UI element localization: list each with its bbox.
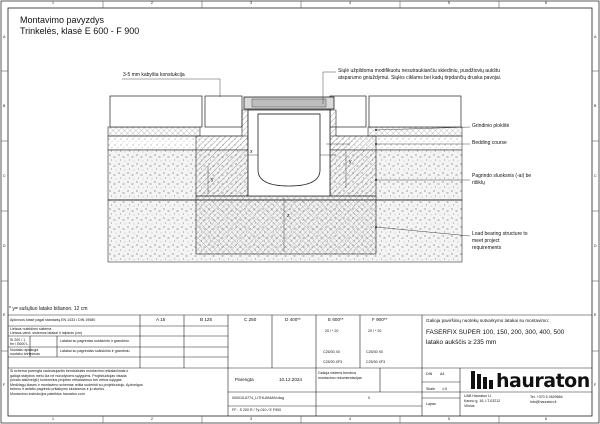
channel-height: latako aukščis ≥ 235 mm	[426, 339, 497, 346]
frame-row-label: A	[3, 35, 6, 39]
prepared-label: Parengta	[235, 377, 254, 382]
foundation-block	[196, 196, 376, 254]
frame-col-label: 5	[448, 417, 450, 421]
drawing-number: 000015-6774_LITHUANIAN.dwg	[232, 396, 285, 400]
row3-text: Latakai su pagrindas sušiskintu ir grandiniu	[60, 339, 129, 343]
frame-row-label: F	[3, 383, 6, 387]
channel-invert	[258, 114, 320, 186]
frame-row-label: F	[594, 383, 597, 387]
class-b125: B 125	[200, 317, 213, 322]
callout-structure-line1: Load bearing structure to	[472, 231, 528, 237]
row3-b: fm / E600 L	[10, 342, 29, 346]
frame-col-label: 6	[545, 417, 547, 421]
scale-value: 1:5	[442, 387, 447, 391]
hauraton-logo-icon	[471, 371, 493, 389]
product-range: FASERFIX SUPER 100, 150, 200, 300, 400, 500	[426, 329, 565, 336]
disclaimer-line: Montavimo instrukcijos pateiktos hauraton.com	[10, 391, 85, 396]
callout-bedding: Bedding course	[472, 140, 507, 146]
frame-row-label: D	[594, 244, 597, 248]
callout-structure-line3: requirements	[472, 245, 502, 251]
frame-row-label: B	[594, 104, 597, 108]
row3-a: Si 200 / 1	[10, 338, 26, 342]
disclaimer-line: Medžiagų klases ir montavimo schemas reikia suderinti su projektuotoju. Apžvelgus	[10, 382, 143, 387]
frame-col-label: 1	[52, 417, 54, 421]
frame-col-label: 2	[151, 417, 153, 421]
dim-z: z	[287, 213, 290, 219]
mid-text-line1: Galioja visiems bendrus	[318, 371, 357, 375]
pavement-right	[368, 127, 462, 136]
callout-base-line1: Pagrindo sluoksnis (-ai) be	[472, 173, 532, 179]
frame-col-label: 6	[545, 1, 547, 5]
class-a15: A 15	[156, 317, 166, 322]
product-code: FF - S 200 R / Ty-010 / E F900	[232, 408, 282, 412]
address-line: Kauno g. 16, LT-03212	[464, 399, 501, 403]
load-class-label: Apkrovos klasė pagal standartą EN 1433 / DIN 19580	[10, 318, 96, 322]
class-d400: D 400**	[285, 317, 301, 322]
paver-left-1	[110, 96, 202, 127]
row2-label: Lietaus nuleidimo sistema	[10, 327, 52, 331]
disclaimer-line: privalo atsižvelgti į konkrečius projekto reikalavimus bei vietos sąlygas.	[10, 378, 123, 382]
frame-col-label: 3	[250, 1, 252, 5]
class-e600: E 600**	[328, 317, 344, 322]
frame-row-label: C	[594, 174, 597, 178]
email: info@hauraton.lt	[530, 400, 557, 404]
row4-val-f900: C25/30 XF3	[366, 360, 386, 364]
class-c250: C 250	[244, 317, 257, 322]
mid-text-line2: montavimo rekomendacijas	[318, 376, 362, 380]
paver-right-2	[369, 96, 461, 127]
frame-row-label: B	[3, 104, 6, 108]
row2-val-e600: 20 / * 20	[325, 329, 339, 333]
row3-val-e600: C25/30 X0	[323, 350, 340, 354]
address-line: Vilnius	[464, 404, 475, 408]
date: 10.12.2024	[279, 377, 302, 382]
frame-row-label: D	[3, 244, 6, 248]
row2-sub: Lietaus vand. sistemos latakai ir laipsnis (cm)	[10, 331, 83, 335]
disclaimer-line: betono ir asfalto pagrindo pritaikymo sluoksnius ir ju storius.	[10, 387, 106, 391]
row4-text: Latakai su pagrindais sušiskintu ir grandiniu	[60, 349, 130, 353]
din-label: DIN	[426, 372, 433, 376]
frame-col-label: 3	[250, 417, 252, 421]
dim-y: y	[211, 177, 214, 183]
frame-row-label: A	[594, 35, 597, 39]
dim-y-right: y	[349, 159, 352, 165]
disclaimer-line: Si schema parengta vadovaujantis bendraisiais montavimo reikalavimais ir	[10, 369, 129, 373]
frame-col-label: 5	[448, 1, 450, 5]
class-f900: F 900**	[372, 317, 388, 322]
frame-col-label: 4	[349, 417, 351, 421]
revision: 0	[368, 396, 370, 400]
disclaimer-line: galioja statybos metu čia nė nurodytoms sąlygoms. Projektuotojas visada	[10, 373, 127, 378]
brand-name: hauraton	[496, 370, 590, 392]
frame-col-label: 4	[349, 1, 351, 5]
scale-label: Skalė	[426, 387, 435, 391]
footnote: * y= sušųliuo latako bišanon. 12 cm	[9, 306, 88, 312]
frame-row-label: E	[3, 313, 6, 317]
row4-a: Nuotaku apsauga	[10, 348, 39, 352]
row4-val-e600: C25/30 XF3	[323, 360, 343, 364]
row3-val-f900: C25/30 X0	[366, 350, 383, 354]
callout-seal-line1: Siųlė užpildoma modifikuotu nesutraukiančiu skiediniu, pusdžiovių aukštu	[338, 68, 501, 74]
drawing-title: Montavimo pavyzdys	[20, 15, 105, 25]
phone: Tel. +370 5 2629684	[530, 395, 563, 399]
address-line: UAB Hauraton Lt	[464, 394, 492, 398]
pavement-left	[108, 127, 200, 136]
callout-base-line2: rišiklų	[472, 180, 485, 186]
paver-left-2	[205, 96, 242, 127]
valid-for-header: Galioja paviršinių nuotekų sutvarkymo latakai su montavimo:	[426, 318, 550, 323]
frame-col-label: 2	[151, 1, 153, 5]
dim-x: x	[250, 149, 253, 155]
frame-col-label: 1	[52, 1, 54, 5]
frame-row-label: C	[3, 174, 6, 178]
drawing-subtitle: Trinkelės, klasė E 600 - F 900	[20, 26, 140, 36]
row4-b: nuotaku tvirtinimas	[10, 352, 40, 356]
row2-val-f900: 20 / * 20	[368, 329, 382, 333]
callout-pavement: Grindinio plokštė	[472, 123, 510, 129]
din-value: A4	[440, 372, 445, 376]
callout-joint: 3-5 mm kabyšta konstukcija	[123, 72, 185, 78]
callout-structure-line2: meet project	[472, 238, 500, 244]
frame-row-label: E	[594, 313, 597, 317]
sheet-label: Lapas	[426, 402, 436, 406]
callout-seal-line2: atsparumo gniuždymui. Siųlės ciklams bei kadų tirpdančių druska pavojai.	[338, 75, 502, 81]
